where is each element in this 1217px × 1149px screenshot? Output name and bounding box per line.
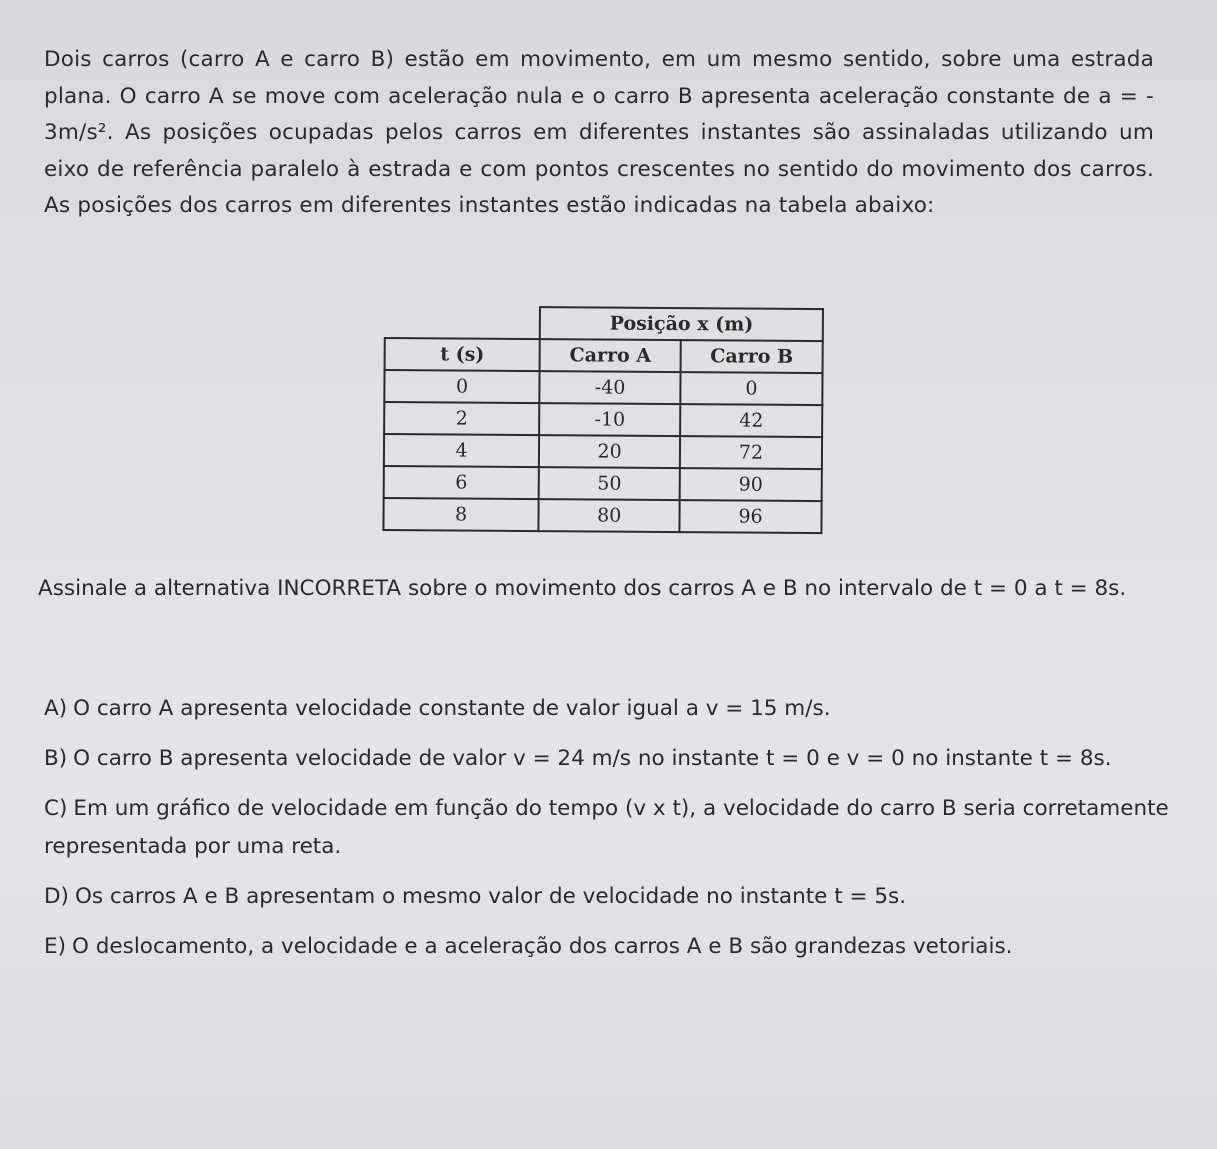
option-text: O deslocamento, a velocidade e a aceleração dos carros A e B são grandezas vetoriais. — [71, 934, 1013, 959]
table-cell-carro-b: 0 — [680, 372, 822, 405]
table-group-header: Posição x (m) — [540, 307, 823, 341]
table-row — [384, 370, 822, 405]
option-a — [44, 690, 1184, 728]
table-header-time: t (s) — [385, 338, 540, 371]
table-header-carro-a: Carro A — [540, 339, 681, 372]
question-text: Assinale a alternativa INCORRETA sobre o movimento dos carros A e B no intervalo de t = 0 a t = 8s. — [38, 576, 1127, 601]
position-table-wrapper — [382, 305, 824, 545]
table-group-header-row — [385, 306, 823, 341]
option-letter: C) — [44, 796, 68, 821]
option-text: Em um gráfico de velocidade em função do tempo (v x t), a velocidade do carro B seria corretamente representada por uma reta. — [44, 796, 1169, 859]
table-cell-time: 0 — [384, 370, 539, 403]
table-cell-time: 4 — [384, 434, 539, 467]
option-text: O carro A apresenta velocidade constante de valor igual a v = 15 m/s. — [73, 696, 831, 721]
option-text: Os carros A e B apresentam o mesmo valor de velocidade no instante t = 5s. — [74, 884, 907, 909]
table-cell-carro-b: 42 — [680, 404, 822, 437]
position-table — [382, 305, 824, 534]
option-letter: B) — [44, 746, 68, 771]
table-row — [384, 466, 822, 501]
table-cell-carro-a: 50 — [539, 467, 680, 500]
option-b — [44, 740, 1184, 778]
intro-paragraph: Dois carros (carro A e carro B) estão em movimento, em um mesmo sentido, sobre uma estrada plana. O carro A se move com aceleração nula e o carro B apresenta aceleração constante de a = - 3m/s². As posições ocupadas pelos carros em diferentes instantes são assinaladas utilizando um eixo de referência paralelo à estrada e com pontos crescentes no sentido do movimento dos carros. As posições dos carros em diferentes instantes estão indicadas na tabela abaixo: — [44, 47, 1154, 218]
option-letter: E) — [44, 934, 66, 959]
problem-statement — [44, 42, 1154, 225]
table-cell-time: 8 — [383, 498, 538, 531]
table-cell-carro-a: -10 — [539, 403, 680, 436]
option-e — [44, 928, 1184, 966]
table-header-row — [385, 338, 823, 373]
table-empty-corner — [385, 306, 540, 339]
table-cell-carro-b: 72 — [680, 436, 822, 469]
table-row — [383, 498, 821, 533]
table-cell-time: 2 — [384, 402, 539, 435]
option-d — [44, 878, 1184, 916]
table-cell-carro-b: 90 — [680, 468, 822, 501]
table-cell-carro-b: 96 — [680, 500, 822, 533]
table-header-carro-b: Carro B — [681, 340, 823, 373]
question-prompt — [38, 570, 1168, 608]
table-cell-carro-a: 80 — [539, 499, 680, 532]
table-row — [384, 402, 822, 437]
table-cell-carro-a: 20 — [539, 435, 680, 468]
table-cell-carro-a: -40 — [540, 371, 681, 404]
option-text: O carro B apresenta velocidade de valor v = 24 m/s no instante t = 0 e v = 0 no instante t = 8s. — [73, 746, 1112, 771]
answer-options — [44, 690, 1184, 978]
table-cell-time: 6 — [384, 466, 539, 499]
option-c — [44, 790, 1184, 866]
table-row — [384, 434, 822, 469]
option-letter: D) — [44, 884, 69, 909]
option-letter: A) — [44, 696, 68, 721]
